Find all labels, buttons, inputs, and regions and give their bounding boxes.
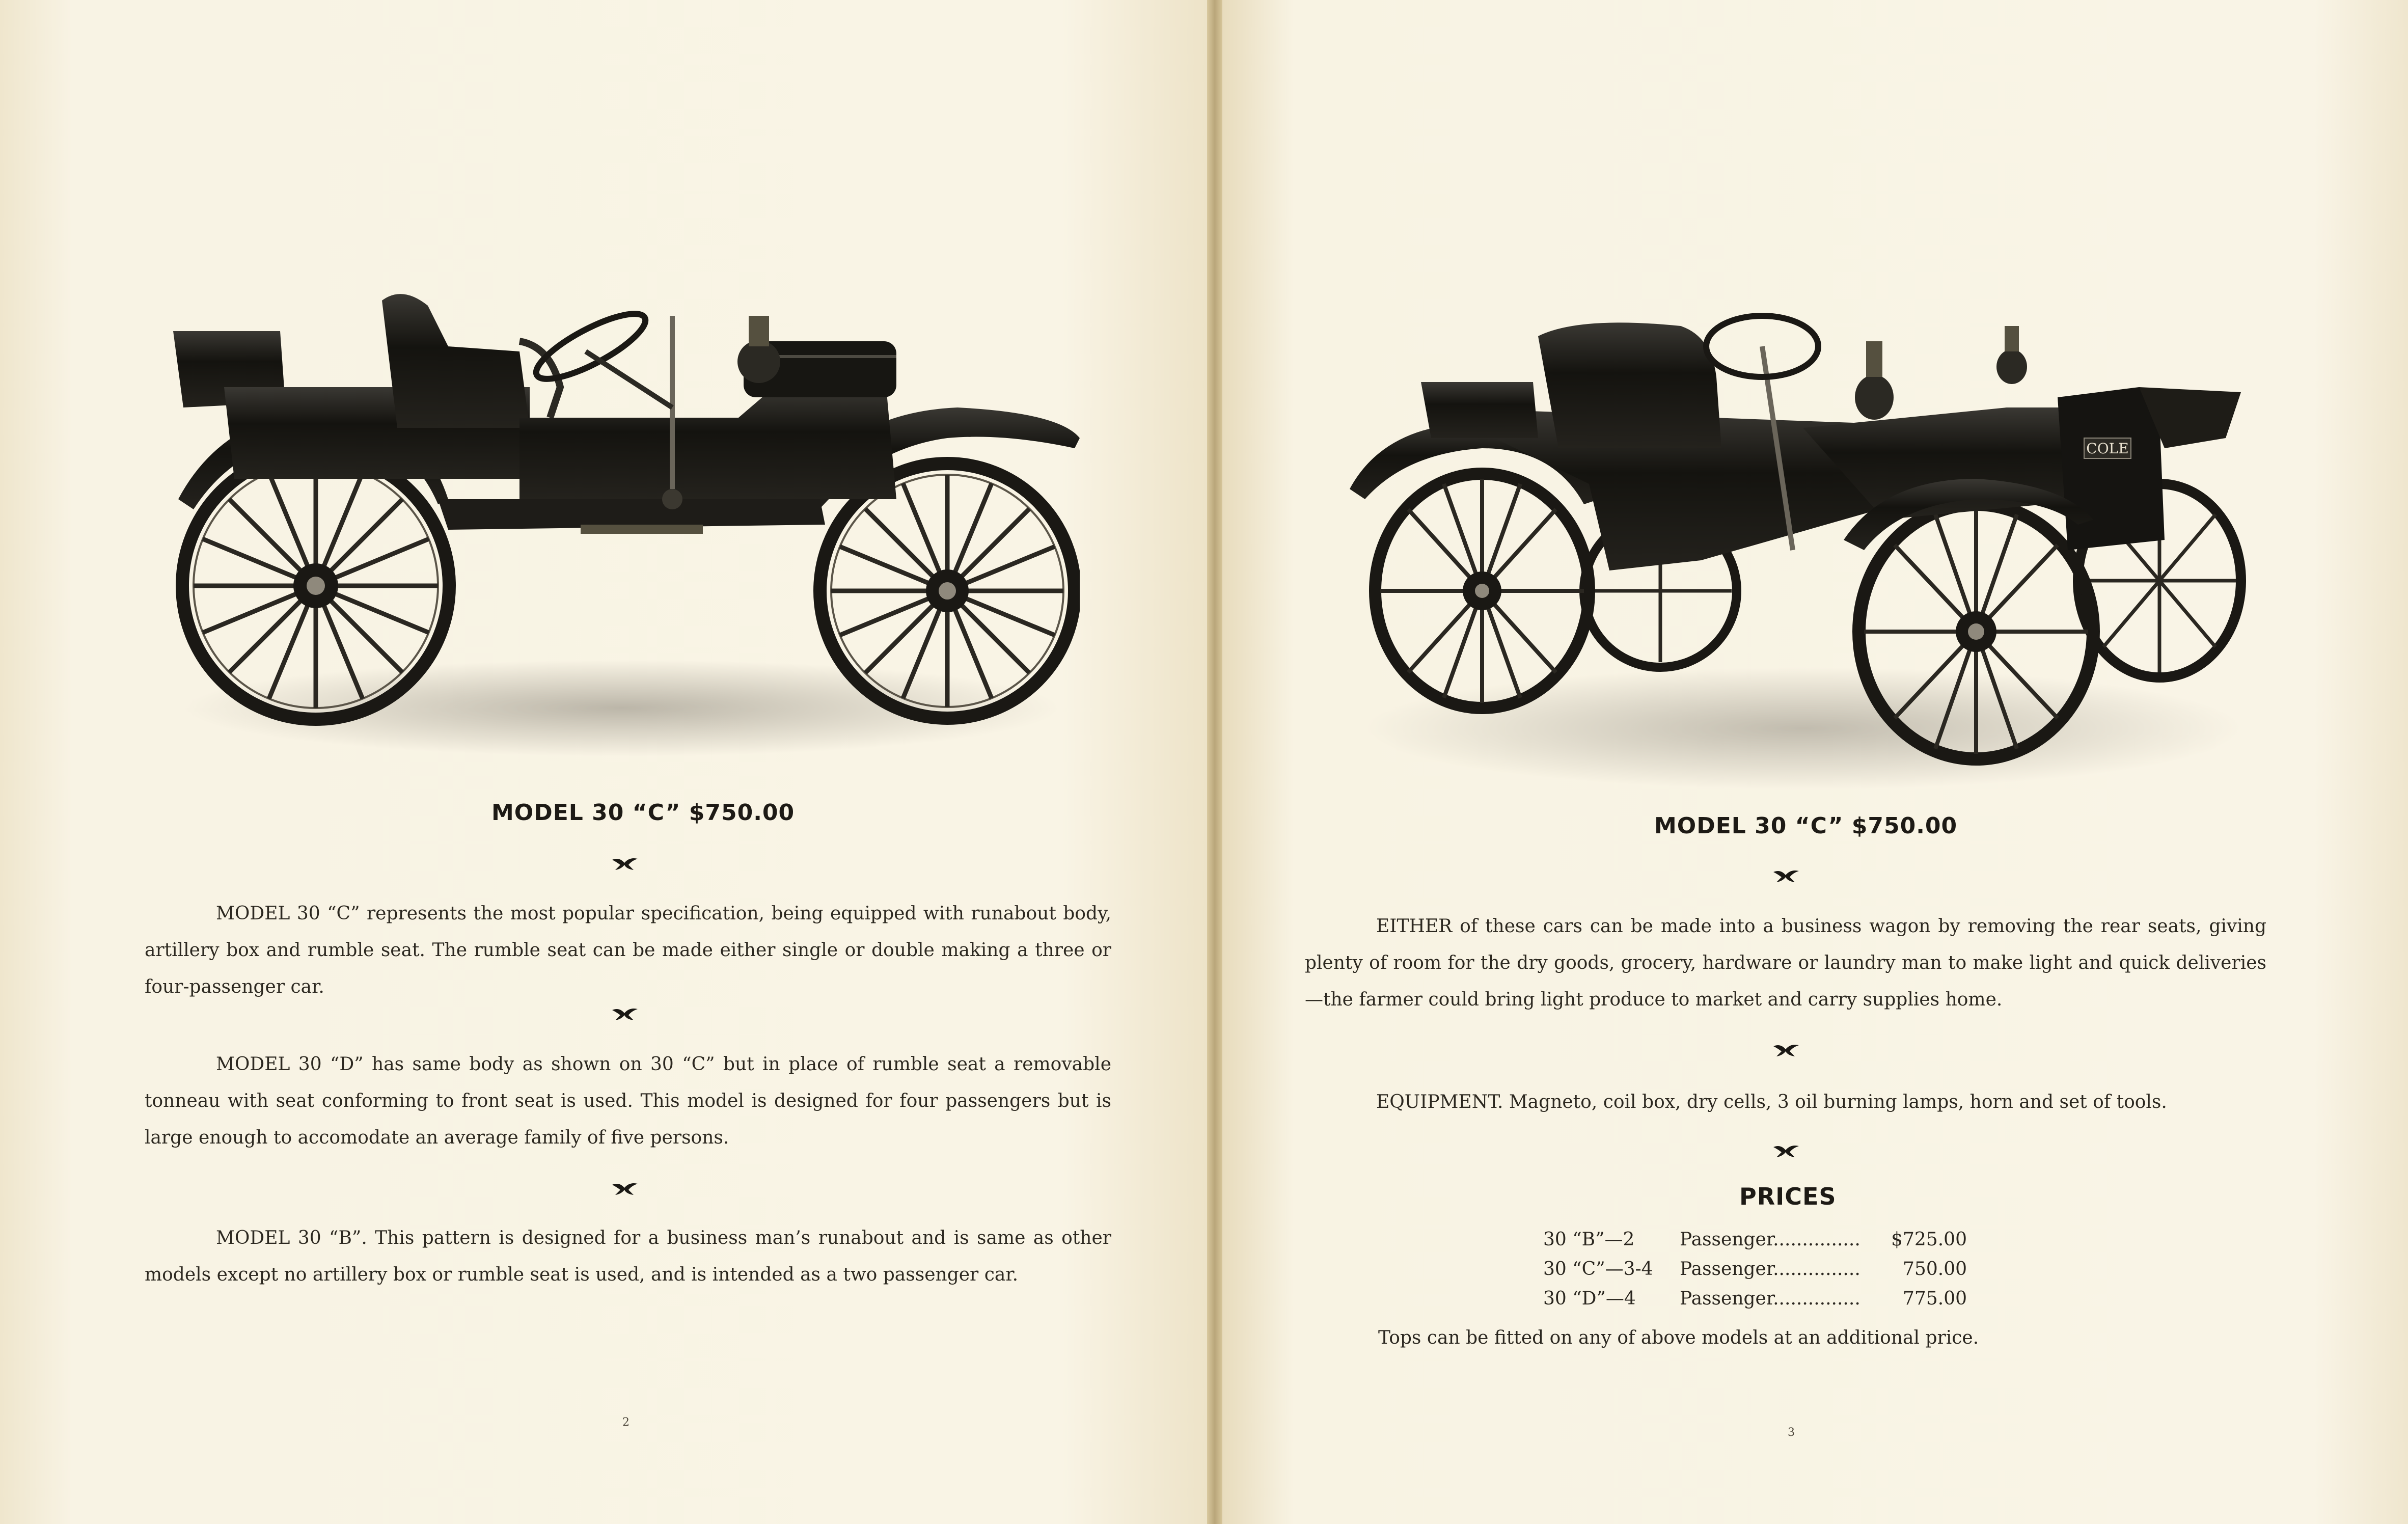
book-gutter xyxy=(1207,0,1222,1524)
ornament-icon xyxy=(611,856,639,872)
tops-note: Tops can be fitted on any of above models at an additional price. xyxy=(1378,1327,1979,1348)
price-label: Passenger............... xyxy=(1680,1259,1860,1280)
ornament-icon xyxy=(1772,1042,1800,1058)
paragraph-model-30-c: MODEL 30 “C” represents the most popular specification, being equipped with runabout body, artillery box and rumble seat. The rumble seat can be made either single or double making a three or four-passenger car. xyxy=(145,903,1111,997)
model-heading: MODEL 30 “C” $750.00 xyxy=(491,800,795,826)
price-amount: $725.00 xyxy=(1891,1229,1967,1250)
ornament-icon xyxy=(611,1006,639,1022)
price-row xyxy=(1543,1255,1967,1284)
paragraph-model-30-d: MODEL 30 “D” has same body as shown on 30 “C” but in place of rumble seat a removable tonneau with seat conforming to front seat is used. This model is designed for four passengers but is large enough to accomodate an average family of five persons. xyxy=(145,1054,1111,1148)
paragraph-business-wagon: EITHER of these cars can be made into a business wagon by removing the rear seats, giving plenty of room for the dry goods, grocery, hardware or laundry man to make light and quick deliveries—the farmer could bring light produce to market and carry supplies home. xyxy=(1305,916,2266,1010)
car-illustration-model-30-c-three-quarter xyxy=(1345,306,2272,795)
price-amount: 775.00 xyxy=(1903,1288,1967,1309)
price-label: Passenger............... xyxy=(1680,1288,1860,1309)
paragraph-model-30-b: MODEL 30 “B”. This pattern is designed for a business man’s runabout and is same as other models except no artillery box or rumble seat is used, and is intended as a two passenger car. xyxy=(145,1228,1111,1285)
price-model: 30 “B”—2 xyxy=(1543,1229,1635,1250)
ornament-icon xyxy=(1772,868,1800,884)
price-model: 30 “C”—3-4 xyxy=(1543,1259,1653,1280)
ornament-icon xyxy=(1772,1143,1800,1159)
radiator-badge: COLE xyxy=(2086,440,2129,457)
price-row xyxy=(1543,1225,1967,1255)
page-number: 3 xyxy=(1788,1426,1795,1439)
prices-heading: PRICES xyxy=(1739,1183,1837,1210)
right-page xyxy=(1222,0,2408,1524)
price-row xyxy=(1543,1284,1967,1314)
page-number: 2 xyxy=(622,1416,630,1429)
price-label: Passenger............... xyxy=(1680,1229,1860,1250)
price-table xyxy=(1543,1225,1967,1314)
price-amount: 750.00 xyxy=(1903,1259,1967,1280)
price-model: 30 “D”—4 xyxy=(1543,1288,1636,1309)
paragraph-equipment: EQUIPMENT. Magneto, coil box, dry cells, 3 oil burning lamps, horn and set of tools. xyxy=(1376,1092,2167,1112)
car-illustration-model-30-c-side xyxy=(163,285,1080,759)
model-heading: MODEL 30 “C” $750.00 xyxy=(1654,813,1958,839)
ornament-icon xyxy=(611,1181,639,1197)
